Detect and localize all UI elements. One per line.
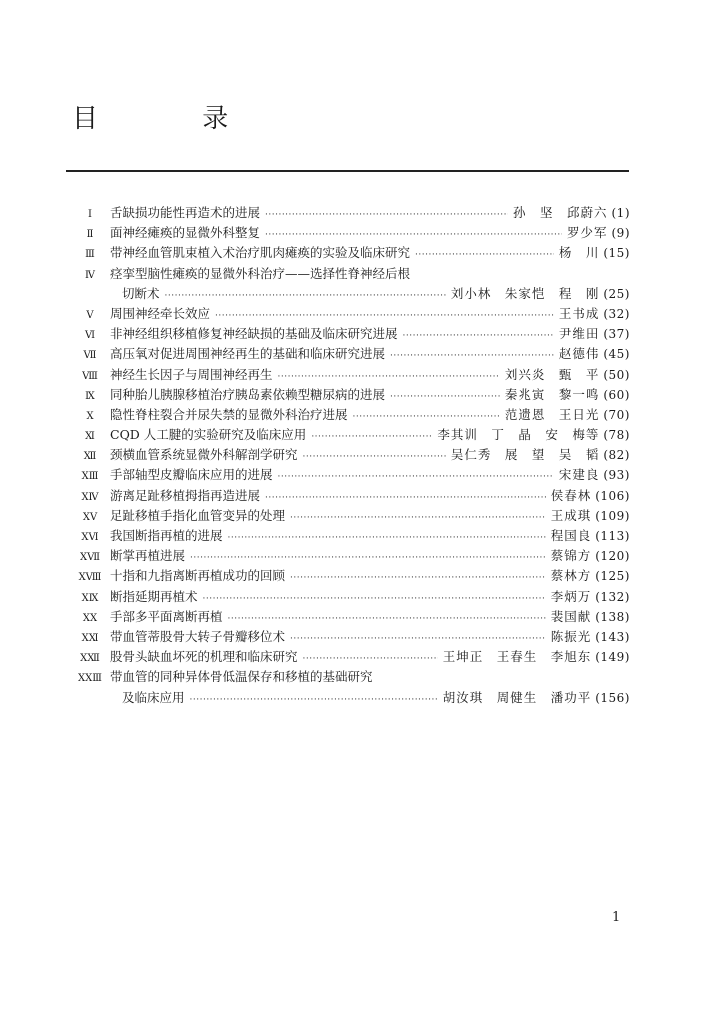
dot-leader	[215, 306, 554, 326]
toc-entry-page: (60)	[603, 387, 630, 402]
dot-leader	[165, 286, 446, 306]
toc-entry-title: 同种胎儿胰腺移植治疗胰岛素依赖型糖尿病的进展	[110, 386, 386, 402]
dot-leader	[303, 447, 446, 467]
toc-entry-numeral: Ⅸ	[85, 390, 95, 402]
toc-entry-title: 舌缺损功能性再造术的进展	[110, 205, 261, 220]
toc-entry	[70, 304, 630, 324]
toc-entry-page: (156)	[595, 690, 630, 705]
dot-leader	[265, 488, 546, 508]
dot-leader	[228, 528, 546, 548]
toc-entry-page: (37)	[603, 327, 630, 342]
toc-entry	[70, 486, 630, 506]
toc-entry-title: CQD 人工腱的实验研究及临床应用	[110, 427, 307, 443]
dot-leader	[190, 690, 438, 710]
toc-entry-author: 范遗恩 王日光	[504, 406, 600, 422]
toc-entry-numeral: Ⅻ	[83, 451, 97, 463]
toc-entry-author: 宋建良	[558, 467, 600, 483]
toc-entry-author: 蔡锦方	[550, 548, 592, 564]
toc-entry-numeral: Ⅷ	[82, 370, 98, 382]
toc-entry	[70, 264, 630, 284]
toc-entry-title: 神经生长因子与周围神经再生	[110, 366, 273, 382]
toc-entry	[70, 566, 630, 586]
toc-entry	[70, 546, 630, 566]
toc-entry	[70, 647, 630, 667]
toc-entry	[70, 243, 630, 263]
toc-entry-author: 刘小林 朱家恺 程 刚	[450, 285, 600, 301]
toc-entry-title: 带血管蒂股骨大转子骨瓣移位术	[110, 628, 286, 644]
toc-entry-page: (113)	[595, 529, 630, 543]
toc-entry-title: 我国断指再植的进展	[110, 528, 223, 543]
toc-entry-page: (82)	[603, 448, 630, 463]
toc-entry-page: (32)	[603, 306, 630, 321]
toc-entry-page: (9)	[611, 226, 630, 241]
toc-entry-title: 周围神经牵长效应	[110, 305, 211, 321]
toc-entry-numeral: XⅦ	[79, 552, 101, 564]
toc-entry-author: 李其训 丁 晶 安 梅等	[437, 427, 600, 443]
toc-entry	[70, 667, 630, 687]
toc-entry-title: 面神经瘫痪的显微外科整复	[110, 225, 261, 241]
toc-entry	[70, 223, 630, 243]
toc-entry-page: (50)	[603, 367, 630, 382]
toc-entry-author: 孙 坚 邱蔚六	[512, 205, 608, 220]
toc-entry-author: 秦兆寅 黎一鸣	[504, 386, 600, 402]
toc-entry-title: 颈横血管系统显微外科解剖学研究	[110, 447, 298, 463]
toc-entry-title: 游离足趾移植拇指再造进展	[110, 487, 261, 503]
toc-entry-title: 带血管的同种异体骨低温保存和移植的基础研究	[110, 669, 373, 685]
toc-entry-page: (1)	[611, 206, 630, 220]
toc-entry-page: (70)	[603, 407, 630, 422]
toc-entry-title: 隐性脊柱裂合并尿失禁的显微外科治疗进展	[110, 406, 348, 422]
dot-leader	[265, 225, 562, 245]
toc-entry	[70, 284, 630, 304]
toc-entry	[70, 627, 630, 647]
toc-entry-author: 蔡林方	[550, 568, 592, 584]
toc-entry-page: (109)	[595, 508, 630, 523]
toc-entry-author: 赵德伟	[558, 346, 600, 362]
toc-entry	[70, 607, 630, 627]
toc-entry-numeral: XⅥ	[81, 532, 99, 543]
table-of-contents	[70, 203, 630, 708]
toc-entry-numeral: Ⅹ	[86, 410, 94, 422]
toc-entry-numeral: XⅤ	[82, 511, 98, 523]
toc-entry	[70, 203, 630, 223]
toc-entry-author: 胡汝琪 周健生 潘功平	[442, 689, 592, 705]
toc-entry-page: (45)	[603, 347, 630, 362]
toc-entry-author: 刘兴炎 甄 平	[504, 366, 600, 382]
toc-entry	[70, 425, 630, 445]
toc-entry-page: (78)	[603, 428, 630, 443]
page-number: 1	[612, 910, 621, 925]
toc-entry-title: 断掌再植进展	[110, 548, 186, 564]
toc-entry-numeral: XX	[82, 612, 98, 624]
toc-entry-title: 及临床应用	[122, 689, 185, 705]
toc-entry-page: (25)	[603, 286, 630, 301]
toc-entry-numeral: XⅪ	[81, 632, 99, 644]
toc-entry-numeral: Ⅰ	[88, 209, 92, 220]
dot-leader	[311, 427, 432, 447]
toc-entry-page: (125)	[595, 569, 630, 584]
toc-entry-page: (120)	[595, 549, 630, 564]
toc-entry	[70, 344, 630, 364]
dot-leader	[390, 346, 554, 366]
toc-entry-title: 足趾移植手指化血管变异的处理	[110, 507, 286, 523]
toc-entry-numeral: Ⅲ	[85, 249, 95, 261]
dot-leader	[390, 387, 500, 407]
toc-entry-numeral: XⅢ	[81, 471, 99, 483]
toc-entry-numeral: XXⅢ	[78, 673, 102, 685]
toc-entry-page: (132)	[595, 589, 630, 604]
toc-entry-title: 断指延期再植术	[110, 588, 198, 604]
toc-entry-title: 十指和九指离断再植成功的回顾	[110, 568, 286, 584]
toc-entry-title: 痉挛型脑性瘫痪的显微外科治疗——选择性脊神经后根	[110, 265, 411, 281]
toc-entry-page: (106)	[595, 488, 630, 503]
toc-entry-author: 王坤正 王春生 李旭东	[442, 649, 592, 665]
toc-entry-author: 裴国献	[550, 608, 592, 624]
toc-entry-author: 罗少军	[566, 225, 608, 241]
dot-leader	[303, 649, 438, 669]
toc-entry-author: 陈振光	[550, 628, 592, 644]
toc-entry	[70, 688, 630, 708]
toc-entry	[70, 365, 630, 385]
dot-leader	[190, 548, 546, 568]
dot-leader	[290, 568, 546, 588]
toc-entry	[70, 587, 630, 607]
toc-entry-numeral: XⅫ	[80, 653, 100, 665]
toc-entry-numeral: Ⅴ	[86, 309, 94, 321]
toc-entry-author: 侯春林	[550, 487, 592, 503]
dot-leader	[290, 629, 546, 649]
toc-entry-title: 股骨头缺血坏死的机理和临床研究	[110, 649, 298, 665]
toc-entry-page: (93)	[603, 468, 630, 483]
toc-entry	[70, 324, 630, 344]
toc-entry-author: 王成琪	[550, 507, 592, 523]
toc-entry-title: 带神经血管肌束植入术治疗肌肉瘫痪的实验及临床研究	[110, 245, 411, 261]
toc-entry-page: (138)	[595, 609, 630, 624]
dot-leader	[278, 367, 500, 387]
toc-entry-page: (143)	[595, 629, 630, 644]
toc-entry-title: 非神经组织移植修复神经缺损的基础及临床研究进展	[110, 326, 398, 342]
toc-entry-page: (15)	[603, 246, 630, 261]
dot-leader	[265, 205, 508, 225]
toc-entry-author: 杨 川	[558, 245, 600, 261]
dot-leader	[203, 589, 546, 609]
toc-entry-author: 吴仁秀 展 望 吴 韬	[450, 447, 600, 463]
dot-leader	[403, 326, 554, 346]
dot-leader	[415, 245, 554, 265]
dot-leader	[353, 407, 500, 427]
dot-leader	[290, 508, 546, 528]
dot-leader	[278, 467, 554, 487]
toc-entry	[70, 526, 630, 546]
toc-entry-numeral: Ⅵ	[84, 330, 96, 342]
dot-leader	[228, 609, 546, 629]
toc-entry-numeral: XⅨ	[81, 592, 99, 604]
toc-entry-title: 手部轴型皮瓣临床应用的进展	[110, 467, 273, 483]
toc-entry-numeral: Ⅳ	[85, 269, 95, 281]
toc-entry-author: 尹维田	[558, 326, 600, 342]
toc-entry-author: 王书成	[558, 305, 600, 321]
toc-entry-title: 高压氧对促进周围神经再生的基础和临床研究进展	[110, 346, 386, 362]
toc-entry-numeral: XⅧ	[78, 572, 102, 584]
toc-entry-numeral: Ⅺ	[85, 431, 95, 443]
toc-entry-author: 李炳万	[550, 588, 592, 604]
toc-entry	[70, 445, 630, 465]
title-divider	[66, 170, 629, 172]
toc-entry-title: 手部多平面离断再植	[110, 608, 223, 624]
toc-entry	[70, 506, 630, 526]
toc-entry-numeral: Ⅱ	[86, 229, 94, 241]
toc-entry-title: 切断术	[122, 285, 160, 301]
toc-entry-numeral: XⅣ	[81, 491, 99, 503]
toc-entry-page: (149)	[595, 650, 630, 665]
toc-entry	[70, 405, 630, 425]
toc-entry	[70, 465, 630, 485]
page-title: 目 录	[72, 104, 277, 134]
toc-entry-numeral: Ⅶ	[83, 350, 97, 362]
toc-entry	[70, 385, 630, 405]
toc-entry-author: 程国良	[550, 528, 592, 543]
